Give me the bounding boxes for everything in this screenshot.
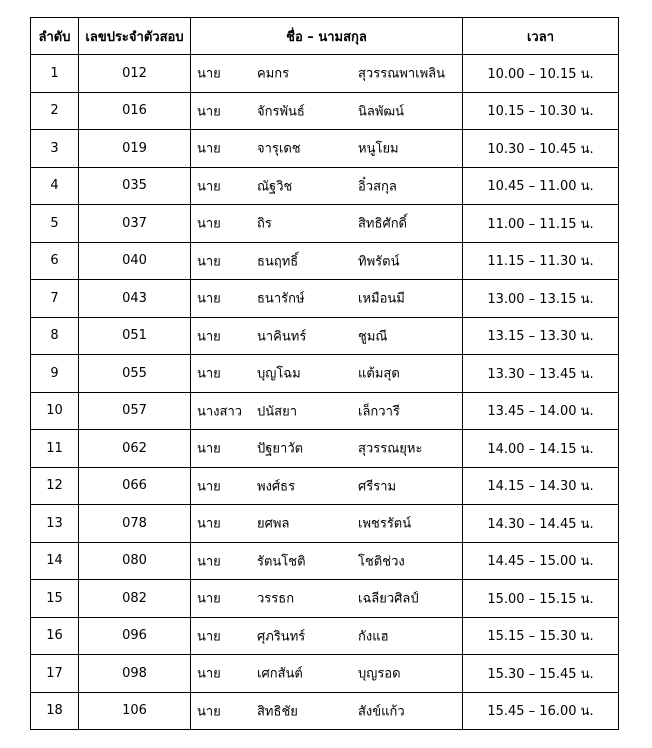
table-row bbox=[31, 317, 619, 355]
cell-exam-id: 082 bbox=[79, 580, 191, 618]
cell-order: 10 bbox=[31, 392, 79, 430]
last-name: สังข์แก้ว bbox=[358, 704, 405, 720]
last-name: สุวรรณพาเพลิน bbox=[358, 66, 445, 82]
cell-name bbox=[191, 392, 463, 430]
first-name: คมกร bbox=[257, 66, 290, 82]
cell-name bbox=[191, 655, 463, 693]
first-name: ศุภรินทร์ bbox=[257, 629, 306, 645]
cell-name bbox=[191, 242, 463, 280]
cell-order: 15 bbox=[31, 580, 79, 618]
name-prefix: นาย bbox=[197, 66, 221, 82]
cell-exam-id: 078 bbox=[79, 505, 191, 543]
table-row bbox=[31, 467, 619, 505]
name-prefix: นาย bbox=[197, 479, 221, 495]
table-row bbox=[31, 167, 619, 205]
table-row bbox=[31, 505, 619, 543]
cell-exam-id: 066 bbox=[79, 467, 191, 505]
last-name: ทิพรัตน์ bbox=[358, 254, 400, 270]
cell-time: 10.00 – 10.15 น. bbox=[463, 55, 619, 93]
last-name: บุญรอด bbox=[358, 666, 401, 682]
name-prefix: นาย bbox=[197, 179, 221, 195]
last-name: อิ๋วสกุล bbox=[358, 179, 397, 195]
cell-exam-id: 051 bbox=[79, 317, 191, 355]
first-name: นาคินทร์ bbox=[257, 329, 307, 345]
name-prefix: นาย bbox=[197, 629, 221, 645]
name-prefix: นาย bbox=[197, 516, 221, 532]
first-name: จารุเดช bbox=[257, 141, 301, 157]
cell-order: 16 bbox=[31, 617, 79, 655]
table-row bbox=[31, 392, 619, 430]
cell-name bbox=[191, 205, 463, 243]
cell-time: 13.00 – 13.15 น. bbox=[463, 280, 619, 318]
cell-exam-id: 037 bbox=[79, 205, 191, 243]
name-prefix: นางสาว bbox=[197, 404, 243, 420]
table-row bbox=[31, 655, 619, 693]
name-prefix: นาย bbox=[197, 254, 221, 270]
last-name: เพชรรัตน์ bbox=[358, 516, 412, 532]
table-row bbox=[31, 205, 619, 243]
header-time: เวลา bbox=[463, 18, 619, 55]
cell-time: 13.30 – 13.45 น. bbox=[463, 355, 619, 393]
cell-name bbox=[191, 355, 463, 393]
table-row bbox=[31, 692, 619, 730]
cell-exam-id: 040 bbox=[79, 242, 191, 280]
cell-time: 10.45 – 11.00 น. bbox=[463, 167, 619, 205]
cell-name bbox=[191, 617, 463, 655]
cell-name bbox=[191, 430, 463, 468]
cell-time: 10.15 – 10.30 น. bbox=[463, 92, 619, 130]
cell-order: 1 bbox=[31, 55, 79, 93]
cell-exam-id: 096 bbox=[79, 617, 191, 655]
last-name: เหมือนมี bbox=[358, 291, 405, 307]
cell-name bbox=[191, 467, 463, 505]
first-name: สิทธิชัย bbox=[257, 704, 298, 720]
first-name: ธนฤทธิ์ bbox=[257, 254, 299, 270]
cell-exam-id: 106 bbox=[79, 692, 191, 730]
first-name: ถิร bbox=[257, 216, 272, 232]
last-name: นิลพัฒน์ bbox=[358, 104, 405, 120]
cell-time: 10.30 – 10.45 น. bbox=[463, 130, 619, 168]
cell-exam-id: 012 bbox=[79, 55, 191, 93]
last-name: แต้มสุด bbox=[358, 366, 400, 382]
cell-name bbox=[191, 505, 463, 543]
cell-name bbox=[191, 280, 463, 318]
table-row bbox=[31, 355, 619, 393]
first-name: พงศ์ธร bbox=[257, 479, 296, 495]
cell-order: 17 bbox=[31, 655, 79, 693]
first-name: รัตนโชติ bbox=[257, 554, 306, 570]
name-prefix: นาย bbox=[197, 291, 221, 307]
cell-order: 18 bbox=[31, 692, 79, 730]
name-prefix: นาย bbox=[197, 329, 221, 345]
cell-order: 2 bbox=[31, 92, 79, 130]
table-row bbox=[31, 130, 619, 168]
name-prefix: นาย bbox=[197, 591, 221, 607]
cell-order: 14 bbox=[31, 542, 79, 580]
name-prefix: นาย bbox=[197, 104, 221, 120]
cell-time: 14.45 – 15.00 น. bbox=[463, 542, 619, 580]
table-header-row bbox=[31, 18, 619, 55]
cell-name bbox=[191, 542, 463, 580]
name-prefix: นาย bbox=[197, 216, 221, 232]
name-prefix: นาย bbox=[197, 141, 221, 157]
cell-time: 15.00 – 15.15 น. bbox=[463, 580, 619, 618]
cell-order: 6 bbox=[31, 242, 79, 280]
cell-exam-id: 080 bbox=[79, 542, 191, 580]
cell-order: 3 bbox=[31, 130, 79, 168]
first-name: ณัฐวิช bbox=[257, 179, 293, 195]
name-prefix: นาย bbox=[197, 554, 221, 570]
last-name: ชูมณี bbox=[358, 329, 388, 345]
first-name: ปนัสยา bbox=[257, 404, 297, 420]
first-name: ปัฐยาวัต bbox=[257, 441, 304, 457]
cell-time: 15.30 – 15.45 น. bbox=[463, 655, 619, 693]
last-name: เล็กวารี bbox=[358, 404, 400, 420]
cell-time: 11.00 – 11.15 น. bbox=[463, 205, 619, 243]
name-prefix: นาย bbox=[197, 704, 221, 720]
first-name: เศกสันต์ bbox=[257, 666, 303, 682]
first-name: ยศพล bbox=[257, 516, 290, 532]
cell-time: 11.15 – 11.30 น. bbox=[463, 242, 619, 280]
last-name: หนูโยม bbox=[358, 141, 399, 157]
last-name: ศรีราม bbox=[358, 479, 397, 495]
cell-exam-id: 019 bbox=[79, 130, 191, 168]
table-row bbox=[31, 542, 619, 580]
header-order: ลำดับ bbox=[31, 18, 79, 55]
cell-exam-id: 016 bbox=[79, 92, 191, 130]
name-prefix: นาย bbox=[197, 441, 221, 457]
cell-time: 14.30 – 14.45 น. bbox=[463, 505, 619, 543]
cell-name bbox=[191, 317, 463, 355]
header-exam-id: เลขประจำตัวสอบ bbox=[79, 18, 191, 55]
cell-name bbox=[191, 580, 463, 618]
cell-name bbox=[191, 167, 463, 205]
first-name: จักรพันธ์ bbox=[257, 104, 305, 120]
cell-name bbox=[191, 92, 463, 130]
cell-exam-id: 062 bbox=[79, 430, 191, 468]
last-name: สุวรรณยุหะ bbox=[358, 441, 423, 457]
table-row bbox=[31, 430, 619, 468]
last-name: โชติช่วง bbox=[358, 554, 405, 570]
first-name: บุญโฉม bbox=[257, 366, 301, 382]
cell-name bbox=[191, 130, 463, 168]
table-row bbox=[31, 55, 619, 93]
table-row bbox=[31, 280, 619, 318]
cell-name bbox=[191, 55, 463, 93]
cell-order: 13 bbox=[31, 505, 79, 543]
cell-time: 15.45 – 16.00 น. bbox=[463, 692, 619, 730]
cell-time: 15.15 – 15.30 น. bbox=[463, 617, 619, 655]
first-name: ธนารักษ์ bbox=[257, 291, 305, 307]
cell-time: 13.45 – 14.00 น. bbox=[463, 392, 619, 430]
cell-name bbox=[191, 692, 463, 730]
cell-order: 8 bbox=[31, 317, 79, 355]
table-row bbox=[31, 242, 619, 280]
cell-order: 4 bbox=[31, 167, 79, 205]
cell-order: 5 bbox=[31, 205, 79, 243]
last-name: สิทธิศักดิ์ bbox=[358, 216, 408, 232]
table-row bbox=[31, 580, 619, 618]
cell-order: 9 bbox=[31, 355, 79, 393]
cell-time: 14.00 – 14.15 น. bbox=[463, 430, 619, 468]
cell-exam-id: 098 bbox=[79, 655, 191, 693]
cell-exam-id: 035 bbox=[79, 167, 191, 205]
table-row bbox=[31, 617, 619, 655]
last-name: กังแฮ bbox=[358, 629, 389, 645]
last-name: เฉลียวศิลป์ bbox=[358, 591, 419, 607]
cell-exam-id: 055 bbox=[79, 355, 191, 393]
cell-time: 13.15 – 13.30 น. bbox=[463, 317, 619, 355]
exam-schedule-table bbox=[30, 17, 619, 730]
cell-time: 14.15 – 14.30 น. bbox=[463, 467, 619, 505]
name-prefix: นาย bbox=[197, 666, 221, 682]
cell-order: 11 bbox=[31, 430, 79, 468]
cell-exam-id: 057 bbox=[79, 392, 191, 430]
cell-exam-id: 043 bbox=[79, 280, 191, 318]
name-prefix: นาย bbox=[197, 366, 221, 382]
first-name: วรรธก bbox=[257, 591, 295, 607]
cell-order: 7 bbox=[31, 280, 79, 318]
header-name: ชื่อ – นามสกุล bbox=[191, 18, 463, 55]
table-row bbox=[31, 92, 619, 130]
cell-order: 12 bbox=[31, 467, 79, 505]
